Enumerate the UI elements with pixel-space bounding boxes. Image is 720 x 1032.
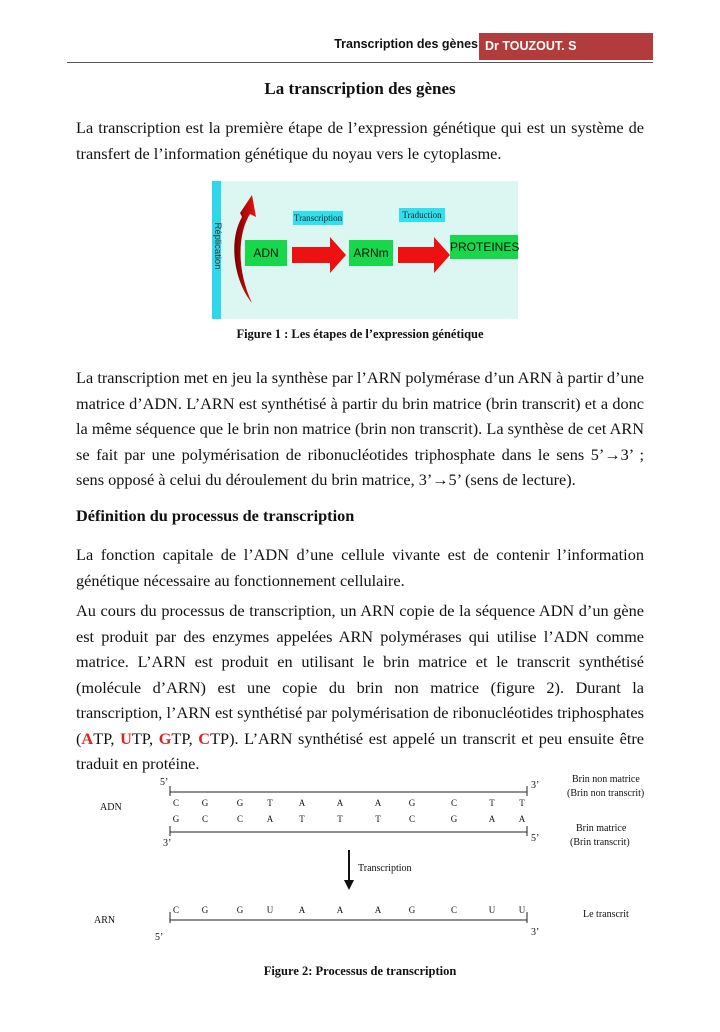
transcription-down-arrow-head [344,880,354,890]
nucleotide-base: T [519,798,525,808]
nucleotide-base: C [408,814,415,824]
transcription-tag: Transcription [293,213,343,223]
top-3-prime: 3’ [531,780,540,791]
figure-1-diagram [212,181,518,319]
nucleotide-base: A [266,814,274,824]
nucleotide-base: C [172,905,179,915]
paragraph-4-text: Au cours du processus de transcription, un ARN copie de la séquence ADN d’un gène est produit par des enzymes appelées ARN polymérases qui utilise l’ADN comme matrice. L’ARN est produit en utilisant le brin matrice et le transcrit synthétisé (molécule d’ARN) est une copie du brin non matrice (figure 2). Durant la transcription, l’ARN est synthétisé par polymérisation de ribonucléotides triphosphates ( [76,601,644,748]
utp-rest: TP, [131,728,159,748]
nucleotide-base: C [450,798,457,808]
nucleotide-base: T [337,814,343,824]
adn-box: ADN [245,240,287,266]
paragraph-4 [76,598,644,777]
intro-paragraph: La transcription est la première étape de l’expression génétique qui est un système de transfert de l’information génétique du noyau vers le cytoplasme. [76,118,644,163]
bottom-5-prime: 5’ [531,833,540,844]
running-header-author: Dr TOUZOUT. S [479,33,653,60]
nucleotide-base: G [408,798,416,808]
nucleotide-base: G [236,798,244,808]
traduction-tag: Traduction [399,208,445,222]
gtp-letter: G [158,728,172,748]
translation-arrow [398,237,450,273]
template-sub: (Brin transcrit) [570,837,630,848]
nucleotide-base: G [236,905,244,915]
nucleotide-base: A [488,814,496,824]
ctp-rest: TP [210,728,230,748]
nucleotide-base: A [374,905,382,915]
arnm-box: ARNm [349,240,393,266]
nucleotide-base: C [450,905,457,915]
nucleotide-base: G [172,814,180,824]
ctp-letter: C [198,728,211,748]
transcript-label: Le transcrit [583,909,629,920]
nucleotide-base: U [266,905,274,915]
nucleotide-base: U [488,905,496,915]
nucleotide-base: A [298,905,306,915]
header-rule [67,62,653,63]
nucleotide-base: A [298,798,306,808]
nucleotide-base: T [267,798,273,808]
paragraph-2: La transcription met en jeu la synthèse par l’ARN polymérase d’un ARN à partir d’une matrice d’ADN. L’ARN est synthétisé à partir du brin matrice (brin transcrit) et a donc la même séquence que le brin non matrice (brin non transcrit). La synthèse de cet ARN se fait par une polymérisation de ribonucléotides triphosphate dans le sens 5’→3’ ; sens opposé à celui du déroulement du brin matrice, 3’→5’ (sens de lecture). [76,368,644,489]
utp-letter: U [120,728,132,748]
top-5-prime: 5’ [160,777,169,788]
rna-3-prime: 3’ [531,927,540,938]
nucleotide-base: G [201,798,209,808]
nucleotide-base: T [375,814,381,824]
arn-label: ARN [94,915,116,926]
paragraph-3: La fonction capitale de l’ADN d’une cellule vivante est de contenir l’information génétique nécessaire au fonctionnement cellulaire. [76,545,644,590]
nucleotide-base: A [336,798,344,808]
rna-5-prime: 5’ [155,932,164,943]
atp-rest: TP, [93,728,121,748]
nucleotide-base: A [518,814,526,824]
nucleotide-base: G [408,905,416,915]
nucleotide-base: A [374,798,382,808]
page-title: La transcription des gènes [264,79,456,98]
transcription-arrow [292,237,346,273]
nucleotide-base: T [489,798,495,808]
transcription-label: Transcription [358,863,412,874]
nucleotide-base: C [201,814,208,824]
gtp-rest: TP, [171,728,199,748]
atp-letter: A [81,728,94,748]
nucleotide-base: U [518,905,526,915]
nucleotide-base: C [172,798,179,808]
figure-2-caption: Figure 2: Processus de transcription [263,964,457,978]
template-label: Brin matrice [576,823,627,834]
figure-1-caption: Figure 1 : Les étapes de l’expression génétique [236,327,484,341]
nucleotide-base: T [299,814,305,824]
paragraph-4-tail: ). L’ARN synthétisé est appelé un transcrit et peu ensuite être traduit en protéine. [76,728,645,773]
non-template-label: Brin non matrice [572,774,640,785]
figure-2-diagram [0,770,720,990]
non-template-sub: (Brin non transcrit) [567,788,645,799]
nucleotide-base: A [336,905,344,915]
bottom-3-prime: 3’ [163,838,172,849]
nucleotide-base: G [450,814,458,824]
nucleotide-base: G [201,905,209,915]
adn-label: ADN [100,802,122,813]
replication-label: Réplication [212,222,223,270]
section-heading: Définition du processus de transcription [76,506,355,525]
running-header-title: Transcription des gènes [334,37,478,51]
proteines-box: PROTEINES [450,235,518,259]
nucleotide-base: C [236,814,243,824]
